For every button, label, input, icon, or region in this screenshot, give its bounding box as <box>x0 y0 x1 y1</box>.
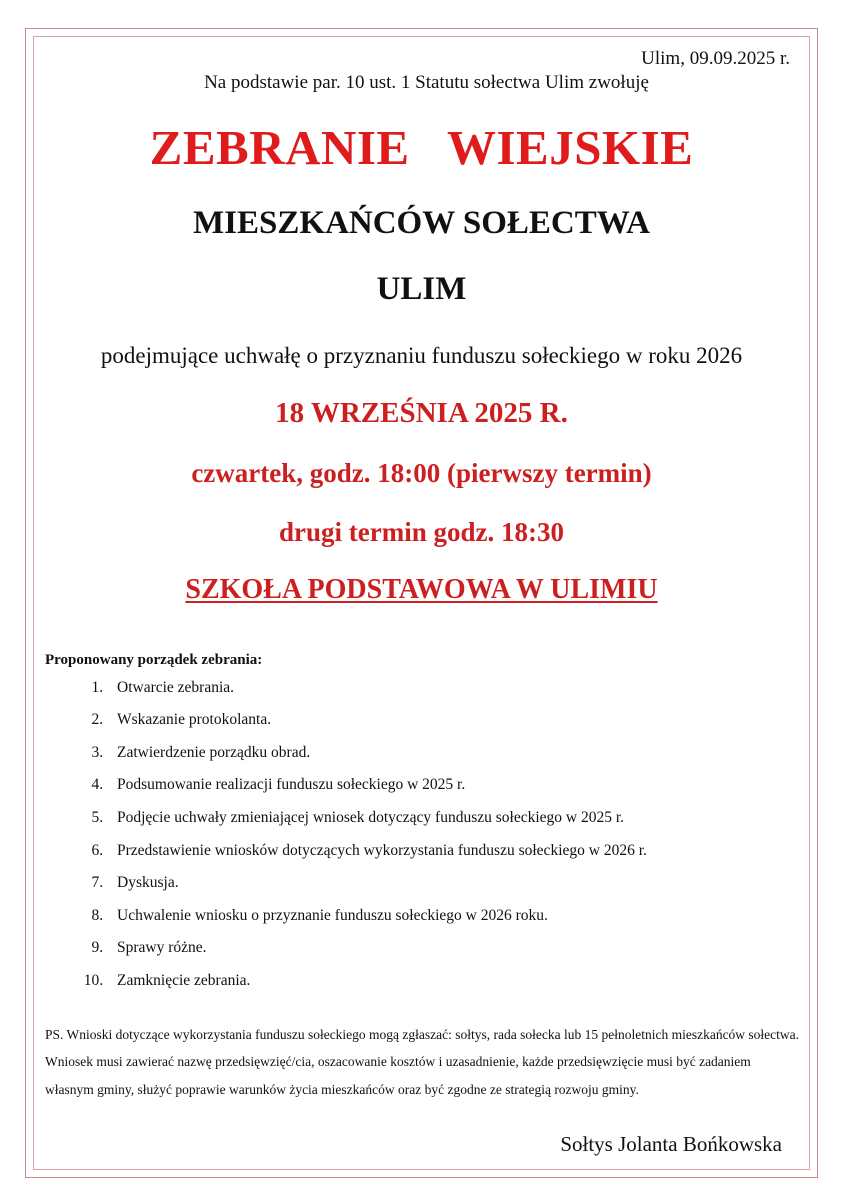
agenda-item: 2. Wskazanie protokolanta. <box>107 711 802 730</box>
meeting-date: 18 WRZEŚNIA 2025 R. <box>275 397 568 430</box>
postscript-note: PS. Wnioski dotyczące wykorzystania funduszu sołeckiego mogą zgłaszać: sołtys, rada sołecka lub 15 pełnoletnich mieszkańców sołectwa. Wniosek musi zawierać nazwę przedsięwzięć/cia, oszacowanie kosztów i uzasadnienie, każde przedsięwzięcie musi być zadaniem własnym gminy, służyć poprawie warunków życia mieszkańców oraz być zgodne ze strategią rozwoju gminy. <box>45 1026 800 1097</box>
agenda-item: 7. Dyskusja. <box>107 874 802 893</box>
agenda-item: 10. Zamknięcie zebrania. <box>107 972 802 991</box>
agenda-item: 8. Uchwalenie wniosku o przyznanie funduszu sołeckiego w 2026 roku. <box>107 907 802 926</box>
title-village-name: ULIM <box>376 271 467 308</box>
agenda-list <box>41 679 802 991</box>
agenda-item: 1. Otwarcie zebrania. <box>107 679 802 698</box>
agenda-item: 4. Podsumowanie realizacji funduszu sołeckiego w 2025 r. <box>107 776 802 795</box>
meeting-venue <box>41 574 802 606</box>
page-content <box>41 44 802 1162</box>
meeting-time-second-term: drugi termin godz. 18:30 <box>279 517 564 548</box>
meeting-time-first-term: czwartek, godz. 18:00 (pierwszy termin) <box>191 458 652 489</box>
agenda-heading: Proponowany porządek zebrania: <box>45 651 263 668</box>
agenda-section <box>41 651 802 991</box>
meeting-venue-text: SZKOŁA PODSTAWOWA W ULIMIU <box>185 574 658 606</box>
agenda-item: 5. Podjęcie uchwały zmieniającej wniosek dotyczący funduszu sołeckiego w 2025 r. <box>107 809 802 828</box>
signature-line: Sołtys Jolanta Bońkowska <box>560 1131 782 1156</box>
meeting-purpose: podejmujące uchwałę o przyznaniu funduszu sołeckiego w roku 2026 <box>100 343 743 369</box>
place-and-date: Ulim, 09.09.2025 r. <box>641 48 790 69</box>
agenda-item: 9. Sprawy różne. <box>107 939 802 958</box>
page-title: ZEBRANIE WIEJSKIE <box>149 119 694 175</box>
title-subtitle: MIESZKAŃCÓW SOŁECTWA <box>193 204 650 241</box>
agenda-item: 3. Zatwierdzenie porządku obrad. <box>107 744 802 763</box>
agenda-item: 6. Przedstawienie wniosków dotyczących wykorzystania funduszu sołeckiego w 2026 r. <box>107 842 802 861</box>
legal-basis-line: Na podstawie par. 10 ust. 1 Statutu sołectwa Ulim zwołuję <box>204 71 649 93</box>
